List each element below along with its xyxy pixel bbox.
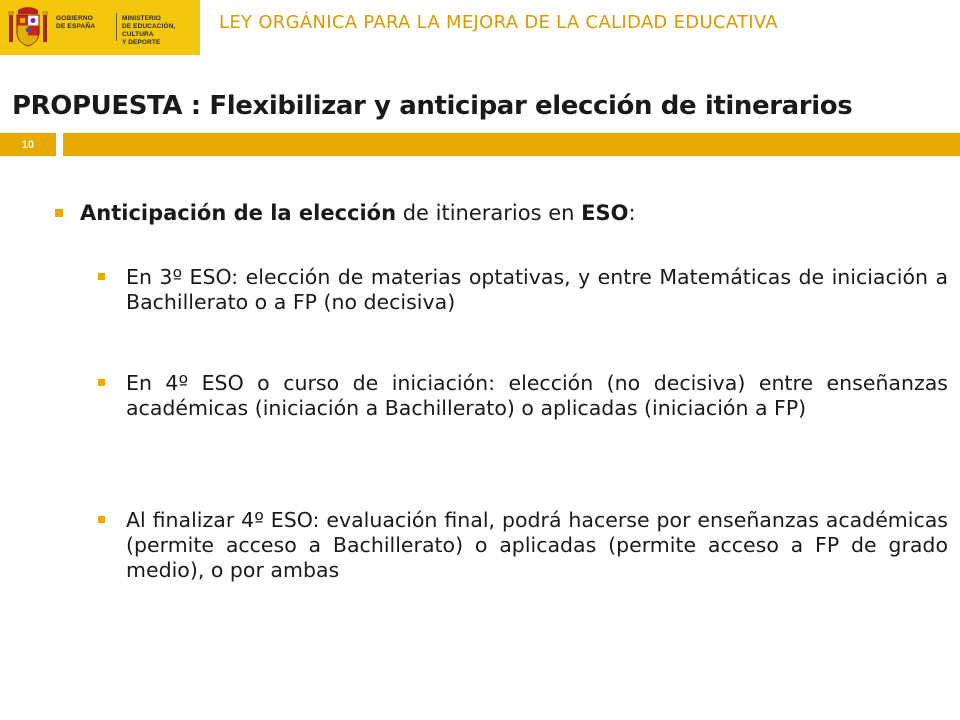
ministry-label: MINISTERIO DE EDUCACIÓN, CULTURA Y DEPORTE <box>122 15 176 46</box>
bullet-icon <box>55 209 63 217</box>
government-label: GOBIERNO DE ESPAÑA <box>56 15 96 30</box>
slide-title: PROPUESTA : Flexibilizar y anticipar elección de itinerarios <box>12 91 853 121</box>
sub-bullet-text: Al finalizar 4º ESO: evaluación final, podrá hacerse por enseñanzas académicas (permite acceso a Bachillerato) o aplicadas (permite acceso a FP de grado medio), o por ambas <box>126 508 948 582</box>
bullet-icon <box>98 516 105 523</box>
ministry-logo <box>0 0 200 55</box>
main-bullet-text: Anticipación de la elección de itinerarios en ESO: <box>80 201 636 225</box>
page-number: 10 <box>0 133 56 156</box>
bullet-icon <box>98 273 105 280</box>
sub-bullet-text: En 4º ESO o curso de iniciación: elección (no decisiva) entre enseñanzas académicas (iniciación a Bachillerato) o aplicadas (iniciación a FP) <box>126 371 948 420</box>
title-rule <box>63 133 960 156</box>
sub-bullet-text: En 3º ESO: elección de materias optativas, y entre Matemáticas de iniciación a Bachillerato o a FP (no decisiva) <box>126 265 948 314</box>
logo-divider <box>116 13 117 41</box>
bullet-icon <box>98 379 105 386</box>
header-title: LEY ORGÁNICA PARA LA MEJORA DE LA CALIDAD EDUCATIVA <box>219 12 778 33</box>
coat-of-arms-icon <box>8 6 48 48</box>
